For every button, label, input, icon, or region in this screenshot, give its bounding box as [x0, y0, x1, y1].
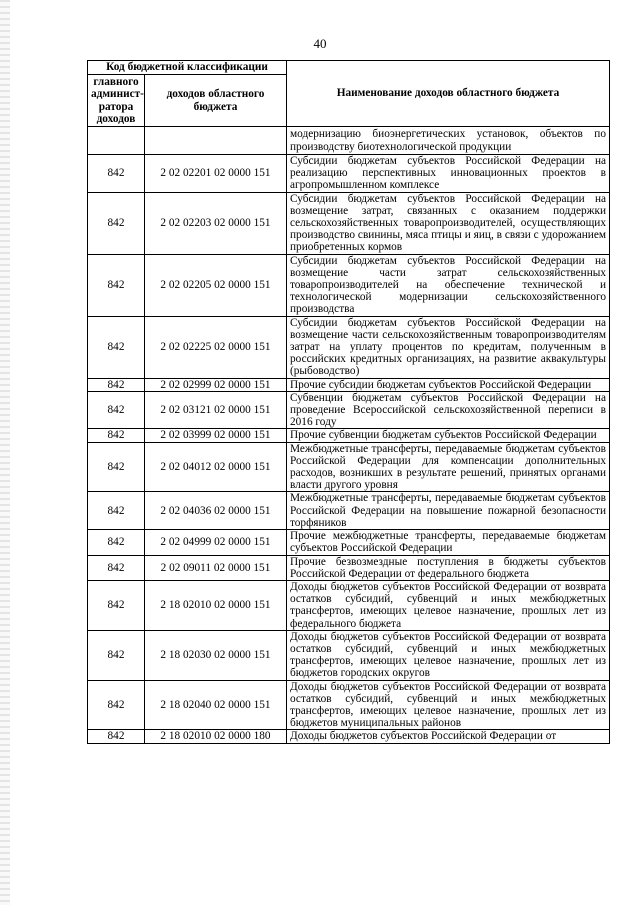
income-code-cell: [145, 127, 287, 155]
table-row: [88, 630, 610, 680]
income-name-cell: Доходы бюджетов субъектов Российской Федерации от: [287, 730, 610, 743]
income-name-cell: Межбюджетные трансферты, передаваемые бюджетам субъектов Российской Федерации для компенсации дополнительных расходов, возникших в результате решений, принятых органами власти другого уровня: [287, 442, 610, 492]
income-name-cell: Субсидии бюджетам субъектов Российской Федерации на возмещение части затрат сельскохозяйственных товаропроизводителей на обеспечение технической и технологической модернизации сельскохозяйственного производства: [287, 254, 610, 316]
admin-code-cell: 842: [88, 530, 145, 555]
header-classification-code: Код бюджетной классификации: [88, 61, 287, 75]
income-code-cell: 2 18 02010 02 0000 151: [145, 580, 287, 630]
income-code-cell: 2 02 02203 02 0000 151: [145, 192, 287, 254]
admin-code-cell: 842: [88, 580, 145, 630]
admin-code-cell: 842: [88, 254, 145, 316]
income-name-cell: Прочие субсидии бюджетам субъектов Российской Федерации: [287, 378, 610, 391]
header-regional-income: доходов областного бюджета: [145, 75, 287, 127]
table-row: [88, 127, 610, 155]
income-code-cell: 2 02 03999 02 0000 151: [145, 429, 287, 442]
income-code-cell: 2 18 02030 02 0000 151: [145, 630, 287, 680]
table-row: [88, 316, 610, 378]
admin-code-cell: 842: [88, 378, 145, 391]
header-income-name: Наименование доходов областного бюджета: [287, 61, 610, 127]
table-row: [88, 530, 610, 555]
admin-code-cell: 842: [88, 155, 145, 193]
admin-code-cell: [88, 127, 145, 155]
income-code-cell: 2 02 04036 02 0000 151: [145, 492, 287, 530]
income-code-cell: 2 02 02201 02 0000 151: [145, 155, 287, 193]
admin-code-cell: 842: [88, 630, 145, 680]
income-code-cell: 2 02 02205 02 0000 151: [145, 254, 287, 316]
table-row: [88, 391, 610, 429]
admin-code-cell: 842: [88, 429, 145, 442]
table-row: [88, 730, 610, 743]
table-row: [88, 429, 610, 442]
income-code-cell: 2 02 03121 02 0000 151: [145, 391, 287, 429]
admin-code-cell: 842: [88, 555, 145, 580]
table-row: [88, 680, 610, 730]
income-name-cell: Прочие безвозмездные поступления в бюджеты субъектов Российской Федерации от федерального бюджета: [287, 555, 610, 580]
income-name-cell: Прочие межбюджетные трансферты, передаваемые бюджетам субъектов Российской Федерации: [287, 530, 610, 555]
admin-code-cell: 842: [88, 391, 145, 429]
admin-code-cell: 842: [88, 316, 145, 378]
table-row: [88, 378, 610, 391]
income-name-cell: модернизацию биоэнергетических установок, объектов по производству биотехнологической продукции: [287, 127, 610, 155]
income-name-cell: Доходы бюджетов субъектов Российской Федерации от возврата остатков субсидий, субвенций и иных межбюджетных трансфертов, имеющих целевое назначение, прошлых лет из бюджетов городских округов: [287, 630, 610, 680]
table-row: [88, 555, 610, 580]
scan-edge: [0, 0, 10, 905]
income-name-cell: Субвенции бюджетам субъектов Российской Федерации на проведение Всероссийской сельскохозяйственной переписи в 2016 году: [287, 391, 610, 429]
income-name-cell: Субсидии бюджетам субъектов Российской Федерации на реализацию перспективных инновационных проектов в агропромышленном комплексе: [287, 155, 610, 193]
table-row: [88, 492, 610, 530]
table-row: [88, 155, 610, 193]
income-name-cell: Доходы бюджетов субъектов Российской Федерации от возврата остатков субсидий, субвенций и иных межбюджетных трансфертов, имеющих целевое назначение, прошлых лет из бюджетов муниципальных районов: [287, 680, 610, 730]
income-name-cell: Прочие субвенции бюджетам субъектов Российской Федерации: [287, 429, 610, 442]
income-code-cell: 2 02 04012 02 0000 151: [145, 442, 287, 492]
page-number: 40: [313, 36, 327, 51]
table-row: [88, 442, 610, 492]
admin-code-cell: 842: [88, 492, 145, 530]
income-name-cell: Межбюджетные трансферты, передаваемые бюджетам субъектов Российской Федерации на повышение пожарной безопасности торфяников: [287, 492, 610, 530]
header-main-administrator: главного админист-ратора доходов: [88, 75, 145, 127]
table-row: [88, 192, 610, 254]
income-code-cell: 2 02 04999 02 0000 151: [145, 530, 287, 555]
income-code-cell: 2 02 09011 02 0000 151: [145, 555, 287, 580]
admin-code-cell: 842: [88, 192, 145, 254]
admin-code-cell: 842: [88, 730, 145, 743]
admin-code-cell: 842: [88, 680, 145, 730]
income-name-cell: Субсидии бюджетам субъектов Российской Федерации на возмещение затрат, связанных с оказанием поддержки сельскохозяйственных товаропроизводителей, осуществляющих производство свинины, мяса птицы и яиц, в связи с удорожанием приобретенных кормов: [287, 192, 610, 254]
income-code-cell: 2 02 02999 02 0000 151: [145, 378, 287, 391]
income-code-cell: 2 18 02010 02 0000 180: [145, 730, 287, 743]
income-name-cell: Субсидии бюджетам субъектов Российской Федерации на возмещение части сельскохозяйственным товаропроизводителям затрат на уплату процентов по кредитам, полученным в российских кредитных организациях, на развитие аквакультуры (рыбоводство): [287, 316, 610, 378]
income-name-cell: Доходы бюджетов субъектов Российской Федерации от возврата остатков субсидий, субвенций и иных межбюджетных трансфертов, имеющих целевое назначение, прошлых лет из федерального бюджета: [287, 580, 610, 630]
table-row: [88, 580, 610, 630]
income-code-cell: 2 18 02040 02 0000 151: [145, 680, 287, 730]
table-row: [88, 254, 610, 316]
budget-classification-table: [87, 60, 610, 744]
admin-code-cell: 842: [88, 442, 145, 492]
income-code-cell: 2 02 02225 02 0000 151: [145, 316, 287, 378]
